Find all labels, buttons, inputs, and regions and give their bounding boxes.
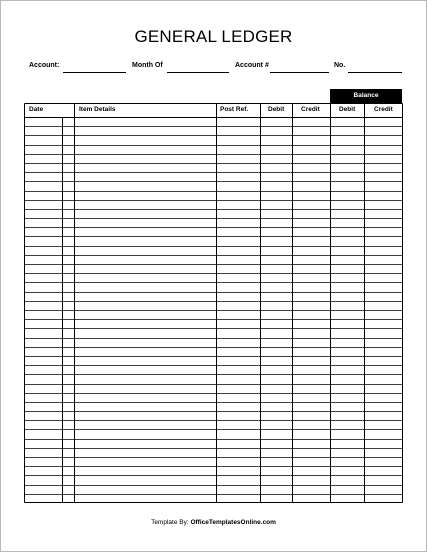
column-header-item-details: Item Details xyxy=(79,106,116,113)
column-header-post-ref: Post Ref. xyxy=(220,106,249,113)
column-header-balance-debit: Debit xyxy=(339,106,356,113)
account-number-label: Account # xyxy=(235,62,269,69)
number-field[interactable] xyxy=(348,72,402,73)
balance-header: Balance xyxy=(330,89,402,103)
ledger-grid xyxy=(24,103,403,505)
column-header-balance-credit: Credit xyxy=(374,106,393,113)
page-title: GENERAL LEDGER xyxy=(134,27,293,46)
column-header-date: Date xyxy=(29,106,44,113)
account-number-field[interactable] xyxy=(270,72,329,73)
column-header-credit: Credit xyxy=(301,106,320,113)
footer xyxy=(0,519,427,526)
number-label: No. xyxy=(334,62,346,69)
column-header-debit: Debit xyxy=(268,106,285,113)
month-of-field[interactable] xyxy=(167,72,229,73)
footer-site-link[interactable]: OfficeTemplatesOnline.com xyxy=(190,519,276,526)
account-label: Account: xyxy=(29,62,60,69)
month-of-label: Month Of xyxy=(132,62,163,69)
account-field[interactable] xyxy=(63,72,126,73)
footer-prefix: Template By: xyxy=(151,519,189,526)
ledger-table xyxy=(24,103,403,505)
